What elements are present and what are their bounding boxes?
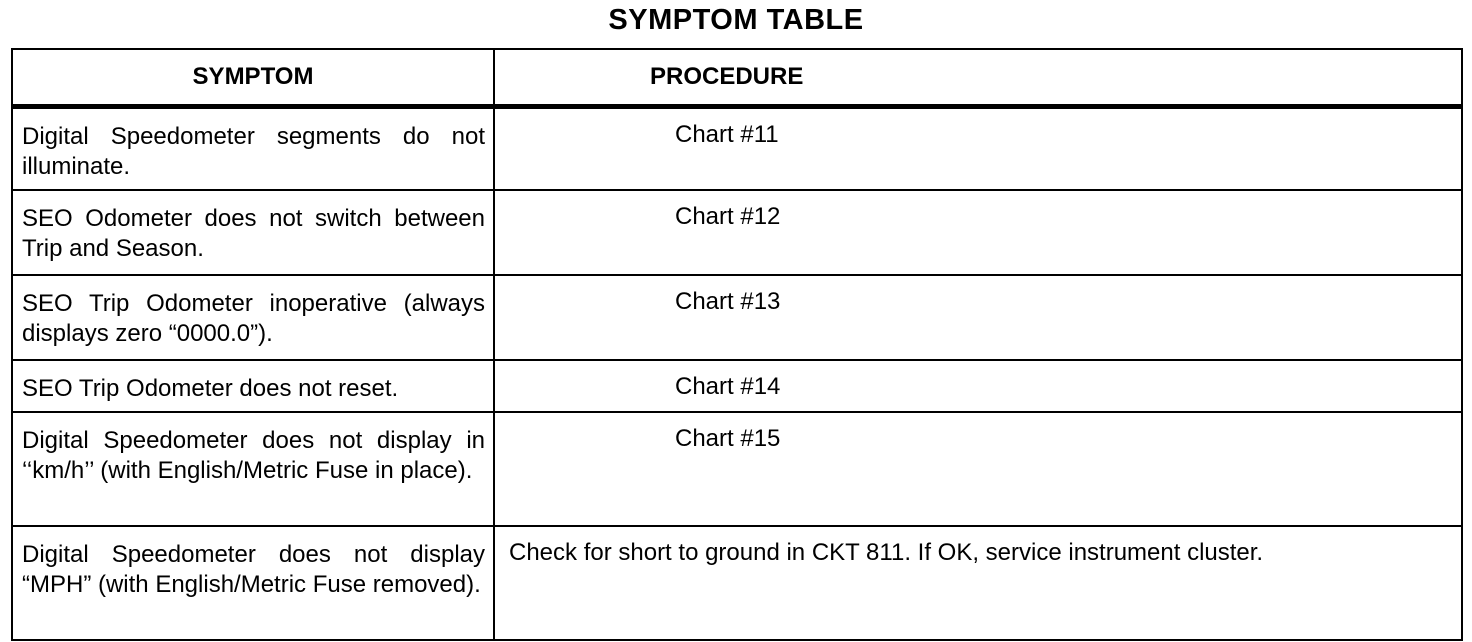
table-row	[12, 190, 1462, 275]
symptom-table	[11, 48, 1463, 641]
symptom-cell: Digital Speedometer does not display in ‘‘km/h’’ (with English/Metric Fuse in place).	[12, 412, 494, 526]
symptom-cell: Digital Speedometer does not display “MPH” (with English/Metric Fuse removed).	[12, 526, 494, 640]
table-row	[12, 275, 1462, 360]
procedure-column-header: PROCEDURE	[494, 49, 1462, 107]
table-row	[12, 526, 1462, 640]
symptom-cell: SEO Trip Odometer inoperative (always displays zero “0000.0”).	[12, 275, 494, 360]
table-row	[12, 107, 1462, 191]
symptom-column-header: SYMPTOM	[12, 49, 494, 107]
procedure-cell: Chart #15	[494, 412, 1462, 526]
procedure-cell: Chart #13	[494, 275, 1462, 360]
procedure-cell: Chart #14	[494, 360, 1462, 412]
table-row	[12, 412, 1462, 526]
table-row	[12, 360, 1462, 412]
table-header-row	[12, 49, 1462, 107]
symptom-cell: Digital Speedometer segments do not illuminate.	[12, 107, 494, 191]
symptom-cell: SEO Odometer does not switch between Trip and Season.	[12, 190, 494, 275]
procedure-cell: Chart #11	[494, 107, 1462, 191]
symptom-cell: SEO Trip Odometer does not reset.	[12, 360, 494, 412]
page-title: SYMPTOM TABLE	[608, 4, 864, 36]
procedure-cell: Check for short to ground in CKT 811. If OK, service instrument cluster.	[494, 526, 1462, 640]
procedure-cell: Chart #12	[494, 190, 1462, 275]
